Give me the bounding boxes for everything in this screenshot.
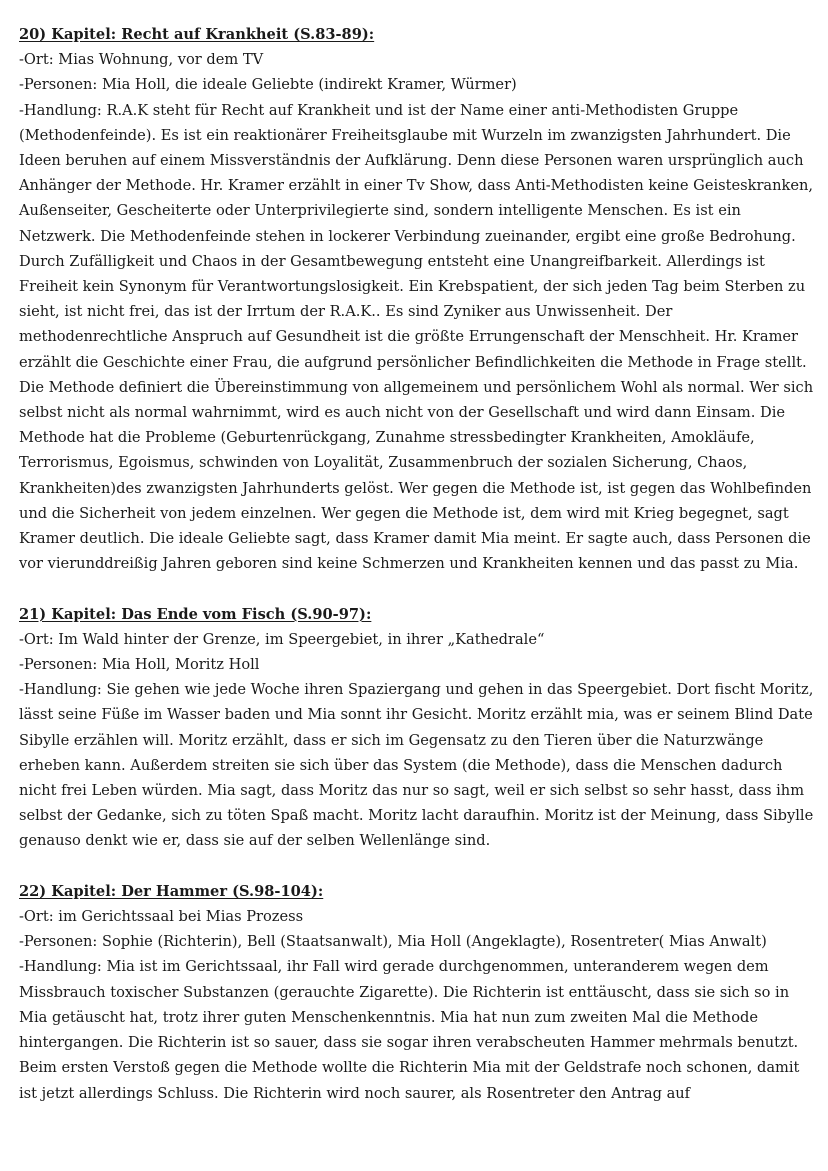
chapter-characters: -Personen: Mia Holl, die ideale Geliebte (indirekt Kramer, Würmer) xyxy=(19,76,517,94)
chapter-characters: -Personen: Sophie (Richterin), Bell (Staatsanwalt), Mia Holl (Angeklagte), Rosentreter( Mias Anwalt) xyxy=(19,933,767,951)
chapter-22 xyxy=(19,879,814,1106)
chapter-plot: -Handlung: R.A.K steht für Recht auf Krankheit und ist der Name einer anti-Methodisten Gruppe (Methodenfeinde). Es ist ein reaktionärer Freiheitsglaube mit Wurzeln im zwanzigsten Jahrhundert. Die Ideen beruhen auf einem Missverständnis der Aufklärung. Denn diese Personen waren ursprünglich auch Anhänger der Methode. Hr. Kramer erzählt in einer Tv Show, dass Anti-Methodisten keine Geisteskranken, Außenseiter, Gescheiterte oder Unterprivilegierte sind, sondern intelligente Menschen. Es ist ein Netzwerk. Die Methodenfeinde stehen in lockerer Verbindung zueinander, ergibt eine große Bedrohung. Durch Zufälligkeit und Chaos in der Gesamtbewegung entsteht eine Unangreifbarkeit. Allerdings ist Freiheit kein Synonym für Verantwortungslosigkeit. Ein Krebspatient, der sich jeden Tag beim Sterben zu sieht, ist nicht frei, das ist der Irrtum der R.A.K.. Es sind Zyniker aus Unwissenheit. Der methodenrechtliche Anspruch auf Gesundheit ist die größte Errungenschaft der Menschheit. Hr. Kramer erzählt die Geschichte einer Frau, die aufgrund persönlicher Befindlichkeiten die Methode in Frage stellt. Die Methode definiert die Übereinstimmung von allgemeinem und persönlichem Wohl als normal. Wer sich selbst nicht als normal wahrnimmt, wird es auch nicht von der Gesellschaft und wird dann Einsam. Die Methode hat die Probleme (Geburtenrückgang, Zunahme stressbedingter Krankheiten, Amokläufe, Terrorismus, Egoismus, schwinden von Loyalität, Zusammenbruch der sozialen Sicherung, Chaos, Krankheiten)des zwanzigsten Jahrhunderts gelöst. Wer gegen die Methode ist, ist gegen das Wohlbefinden und die Sicherheit von jedem einzelnen. Wer gegen die Methode ist, dem wird mit Krieg begegnet, sagt Kramer deutlich. Die ideale Geliebte sagt, dass Kramer damit Mia meint. Er sagte auch, dass Personen die vor vierunddreißig Jahren geboren sind keine Schmerzen und Krankheiten kennen und das passt zu Mia. xyxy=(19,101,814,573)
chapter-heading: 20) Kapitel: Recht auf Krankheit (S.83-89): xyxy=(19,26,375,43)
chapter-location: -Ort: im Gerichtssaal bei Mias Prozess xyxy=(19,908,304,926)
chapter-20 xyxy=(19,22,814,576)
chapter-plot: -Handlung: Mia ist im Gerichtssaal, ihr Fall wird gerade durchgenommen, unteranderem wegen dem Missbrauch toxischer Substanzen (gerauchte Zigarette). Die Richterin ist enttäuscht, dass sie sich so in Mia getäuscht hat, trotz ihrer guten Menschenkenntnis. Mia hat nun zum zweiten Mal die Methode hintergangen. Die Richterin ist so sauer, dass sie sogar ihren verabscheuten Hammer mehrmals benutzt. Beim ersten Verstoß gegen die Methode wollte die Richterin Mia mit der Geldstrafe noch schonen, damit ist jetzt allerdings Schluss. Die Richterin wird noch saurer, als Rosentreter den Antrag auf xyxy=(19,958,800,1102)
document-page xyxy=(19,22,814,1106)
chapter-characters: -Personen: Mia Holl, Moritz Holl xyxy=(19,656,260,674)
chapter-heading: 22) Kapitel: Der Hammer (S.98-104): xyxy=(19,882,324,900)
chapter-heading: 21) Kapitel: Das Ende vom Fisch (S.90-97): xyxy=(19,605,372,623)
chapter-location: -Ort: Im Wald hinter der Grenze, im Speergebiet, in ihrer „Kathedrale“ xyxy=(19,630,545,648)
chapter-21 xyxy=(19,602,814,854)
chapter-location: -Ort: Mias Wohnung, vor dem TV xyxy=(19,51,264,69)
chapter-plot: -Handlung: Sie gehen wie jede Woche ihren Spaziergang und gehen in das Speergebiet. Dort fischt Moritz, lässt seine Füße im Wasser baden und Mia sonnt ihr Gesicht. Moritz erzählt mia, was er seinem Blind Date Sibylle erzählen will. Moritz erzählt, dass er sich im Gegensatz zu den Tieren über die Naturzwänge erheben kann. Außerdem streiten sie sich über das System (die Methode), dass die Menschen dadurch nicht frei Leben würden. Mia sagt, dass Moritz das nur so sagt, weil er sich selbst so sehr hasst, dass ihm selbst der Gedanke, sich zu töten Spaß macht. Moritz lacht daraufhin. Moritz ist der Meinung, dass Sibylle genauso denkt wie er, dass sie auf der selben Wellenlänge sind. xyxy=(19,681,814,850)
